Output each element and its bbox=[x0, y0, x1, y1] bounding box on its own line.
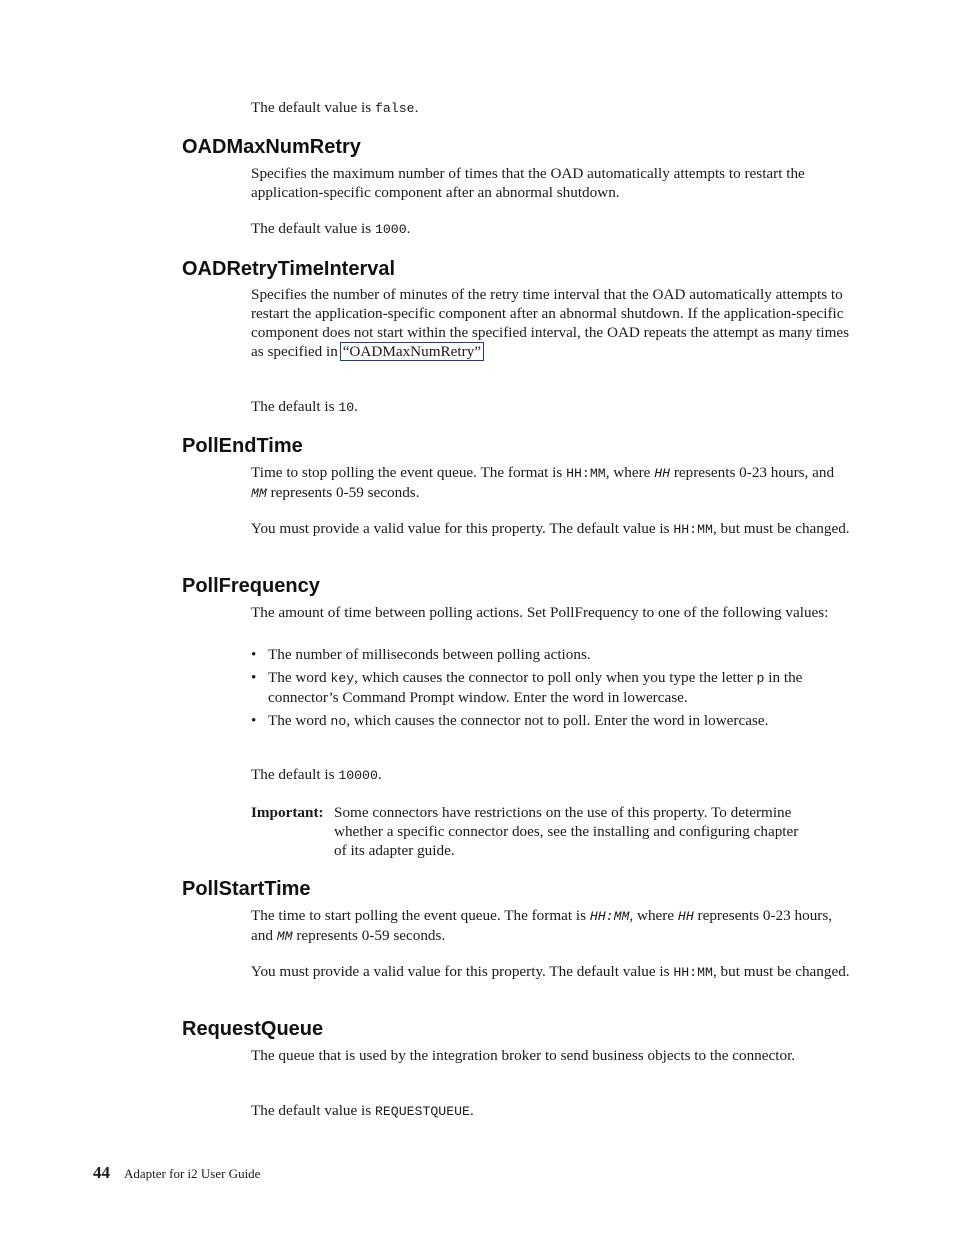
heading-pollstarttime: PollStartTime bbox=[182, 878, 311, 900]
important-label: Important: bbox=[251, 804, 324, 821]
pollendtime-default: You must provide a valid value for this property. The default value is HH:MM, but must be changed. bbox=[251, 520, 850, 537]
list-item: • The word key, which causes the connector to poll only when you type the letter p in the connector’s Command Prompt window. Enter the word in lowercase. bbox=[251, 669, 803, 706]
oadmaxnumretry-default: The default value is 1000. bbox=[251, 220, 411, 237]
oadretrytimeinterval-default: The default is 10. bbox=[251, 398, 358, 415]
list-item: • The word no, which causes the connector not to poll. Enter the word in lowercase. bbox=[251, 712, 769, 729]
pollfrequency-intro: The amount of time between polling actions. Set PollFrequency to one of the following values: bbox=[251, 604, 829, 621]
oadmaxnumretry-link[interactable]: “OADMaxNumRetry” bbox=[340, 342, 484, 361]
pollfrequency-default: The default is 10000. bbox=[251, 766, 382, 783]
pollendtime-format: Time to stop polling the event queue. The format is HH:MM, where HH represents 0-23 hours, and MM represents 0-59 seconds. bbox=[251, 464, 835, 501]
oadretrytimeinterval-description: Specifies the number of minutes of the retry time interval that the OAD automatically attempts to restart the application-specific component after an abnormal shutdown. If the application-specific component does not start within the specified interval, the OAD repeats the attempt as many times as specified in “OADMaxNumRetry” bbox=[251, 286, 850, 360]
heading-oadretrytimeinterval: OADRetryTimeInterval bbox=[182, 258, 396, 280]
oadmaxnumretry-description: Specifies the maximum number of times that the OAD automatically attempts to restart the application-specific component after an abnormal shutdown. bbox=[251, 165, 805, 201]
heading-pollfrequency: PollFrequency bbox=[182, 575, 320, 597]
important-text: Some connectors have restrictions on the use of this property. To determine whether a specific connector does, see the installing and configuring chapter of its adapter guide. bbox=[334, 804, 799, 859]
page-number: 44 bbox=[93, 1163, 110, 1182]
list-item: • The number of milliseconds between polling actions. bbox=[251, 646, 591, 663]
pollfrequency-values-list bbox=[251, 645, 851, 735]
requestqueue-default: The default value is REQUESTQUEUE. bbox=[251, 1102, 474, 1119]
page-footer bbox=[93, 1163, 260, 1183]
important-note bbox=[251, 803, 811, 860]
book-title: Adapter for i2 User Guide bbox=[124, 1166, 261, 1181]
heading-requestqueue: RequestQueue bbox=[182, 1018, 324, 1040]
pollstarttime-format: The time to start polling the event queue. The format is HH:MM, where HH represents 0-23 hours, and MM represents 0-59 seconds. bbox=[251, 907, 833, 944]
code-false: false bbox=[374, 101, 415, 116]
requestqueue-description: The queue that is used by the integration broker to send business objects to the connector. bbox=[251, 1047, 796, 1064]
pollstarttime-default: You must provide a valid value for this property. The default value is HH:MM, but must be changed. bbox=[251, 963, 850, 980]
intro-default-value: The default value is false. bbox=[251, 99, 419, 116]
heading-oadmaxnumretry: OADMaxNumRetry bbox=[182, 136, 361, 158]
heading-pollendtime: PollEndTime bbox=[182, 435, 303, 457]
